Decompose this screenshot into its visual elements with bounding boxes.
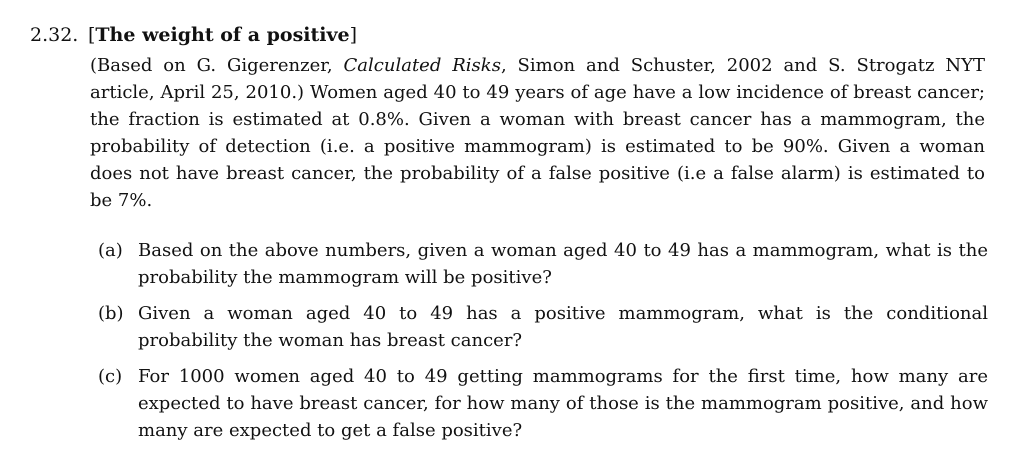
- part-a: [98, 237, 988, 291]
- book-title: Calculated Risks: [343, 55, 501, 76]
- part-b: [98, 300, 988, 354]
- part-a-text: Based on the above numbers, given a woman aged 40 to 49 has a mammogram, what is the probability the mammogram will be positive?: [138, 240, 988, 288]
- part-b-text: Given a woman aged 40 to 49 has a positive mammogram, what is the conditional probability the woman has breast cancer?: [138, 303, 988, 351]
- intro-before-book: (Based on G. Gigerenzer,: [90, 55, 344, 76]
- part-c-label: (c): [98, 366, 123, 387]
- title-open-bracket: [: [88, 24, 96, 46]
- part-b-label: (b): [98, 303, 124, 324]
- problem-title: [88, 24, 357, 46]
- title-text: The weight of a positive: [95, 24, 350, 46]
- problem-intro: [90, 52, 985, 214]
- part-c: [98, 363, 988, 444]
- part-a-label: (a): [98, 240, 123, 261]
- intro-after-book: , Simon and Schuster, 2002 and S. Strogatz NYT article, April 25, 2010.) Women aged 40 to 49 years of age have a low incidence of breast cancer; the fraction is estimated at 0.8%. Given a woman with breast cancer has a mammogram, the probability of detection (i.e. a positive mammogram) is estimated to be 90%. Given a woman does not have breast cancer, the probability of a false positive (i.e a false alarm) is estimated to be 7%.: [90, 55, 985, 211]
- title-close-bracket: ]: [349, 24, 358, 46]
- part-c-text: For 1000 women aged 40 to 49 getting mammograms for the first time, how many are expected to have breast cancer, for how many of those is the mammogram positive, and how many are expected to get a false positive?: [138, 366, 988, 441]
- problem-number: 2.32.: [30, 24, 79, 46]
- problem-parts: [98, 237, 988, 453]
